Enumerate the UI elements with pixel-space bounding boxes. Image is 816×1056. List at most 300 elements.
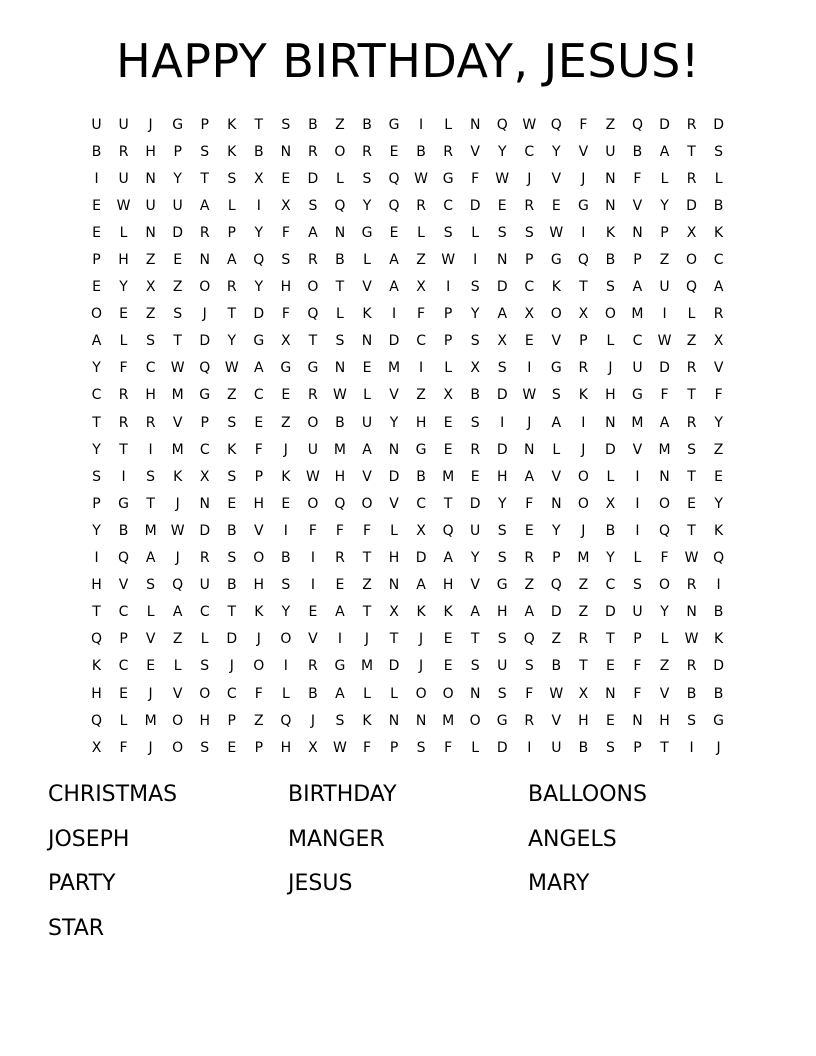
grid-letter: X: [308, 739, 318, 756]
grid-letter: Y: [173, 170, 182, 187]
grid-letter: R: [686, 577, 697, 594]
word-list-item: PARTY: [48, 871, 116, 896]
grid-letter: P: [254, 468, 264, 485]
grid-letter: H: [118, 252, 129, 269]
grid-letter: O: [604, 306, 616, 323]
grid-letter: J: [527, 414, 532, 431]
grid-letter: O: [307, 279, 319, 296]
grid-letter: P: [254, 739, 264, 756]
grid-letter: D: [550, 604, 562, 621]
grid-letter: B: [713, 604, 724, 621]
grid-letter: Q: [199, 360, 211, 377]
grid-letter: I: [310, 577, 315, 594]
grid-letter: E: [227, 495, 237, 512]
grid-letter: G: [496, 577, 508, 594]
grid-letter: R: [686, 414, 697, 431]
grid-letter: W: [549, 224, 564, 241]
grid-letter: L: [444, 360, 453, 377]
grid-letter: H: [496, 604, 508, 621]
grid-letter: H: [91, 577, 102, 594]
grid-letter: T: [227, 604, 237, 621]
word-list-item: STAR: [48, 915, 105, 941]
grid-letter: R: [416, 197, 426, 214]
grid-letter: P: [227, 712, 236, 729]
grid-letter: P: [633, 252, 642, 269]
grid-letter: B: [686, 685, 697, 702]
grid-letter: B: [335, 414, 345, 431]
grid-letter: L: [146, 604, 155, 621]
grid-letter: V: [578, 143, 589, 160]
grid-letter: Y: [552, 143, 561, 160]
grid-letter: D: [388, 658, 400, 675]
grid-letter: V: [659, 685, 670, 702]
grid-letter: F: [525, 685, 534, 702]
grid-letter: R: [145, 414, 156, 431]
grid-letter: L: [714, 170, 723, 187]
grid-letter: E: [227, 739, 237, 756]
grid-letter: O: [415, 685, 427, 702]
grid-letter: X: [416, 522, 426, 539]
grid-letter: Q: [91, 631, 103, 648]
grid-letter: G: [361, 224, 373, 241]
grid-letter: L: [336, 306, 344, 323]
grid-letter: F: [660, 550, 669, 567]
grid-letter: Y: [470, 306, 480, 323]
grid-letter: S: [497, 360, 507, 377]
grid-letter: E: [281, 495, 291, 512]
grid-letter: G: [199, 387, 211, 404]
grid-letter: M: [387, 360, 401, 377]
grid-letter: G: [388, 116, 400, 133]
grid-letter: T: [687, 143, 696, 160]
grid-row: [83, 274, 733, 301]
grid-letter: Q: [334, 197, 346, 214]
grid-letter: T: [362, 604, 372, 621]
grid-letter: L: [200, 631, 209, 648]
grid-letter: C: [199, 604, 210, 621]
grid-letter: U: [91, 116, 102, 133]
grid-letter: F: [281, 224, 290, 241]
grid-letter: N: [145, 170, 156, 187]
grid-letter: E: [605, 712, 615, 729]
grid-letter: P: [92, 252, 101, 269]
word-list-item: MANGER: [288, 826, 385, 852]
grid-letter: E: [551, 197, 561, 214]
grid-letter: R: [118, 143, 129, 160]
grid-letter: V: [632, 441, 643, 458]
grid-letter: W: [170, 522, 185, 539]
grid-letter: L: [390, 685, 398, 702]
grid-letter: A: [713, 279, 724, 296]
grid-letter: X: [389, 604, 399, 621]
grid-letter: H: [253, 495, 265, 512]
grid-letter: K: [362, 712, 372, 729]
grid-letter: C: [253, 387, 264, 404]
grid-letter: E: [470, 468, 480, 485]
grid-letter: C: [605, 577, 616, 594]
grid-letter: G: [307, 360, 319, 377]
grid-letter: L: [119, 224, 128, 241]
grid-letter: O: [658, 495, 671, 512]
grid-letter: K: [416, 604, 426, 621]
grid-letter: Z: [659, 658, 670, 675]
grid-letter: N: [605, 197, 616, 214]
grid-letter: D: [659, 116, 670, 133]
grid-letter: J: [581, 522, 586, 539]
grid-letter: Z: [362, 577, 372, 594]
grid-letter: B: [308, 685, 318, 702]
grid-letter: R: [686, 360, 697, 377]
grid-letter: G: [496, 712, 508, 729]
grid-letter: E: [308, 604, 318, 621]
grid-letter: D: [659, 360, 670, 377]
grid-letter: I: [635, 468, 640, 485]
grid-letter: G: [632, 387, 643, 404]
grid-letter: V: [632, 197, 643, 214]
grid-letter: Z: [172, 279, 183, 296]
grid-letter: P: [633, 631, 642, 648]
grid-letter: B: [578, 739, 589, 756]
grid-letter: S: [470, 333, 480, 350]
grid-letter: I: [581, 414, 586, 431]
grid-letter: O: [307, 414, 319, 431]
grid-letter: V: [713, 360, 724, 377]
grid-letter: W: [224, 360, 239, 377]
grid-letter: F: [579, 116, 588, 133]
grid-letter: I: [446, 279, 451, 296]
grid-letter: F: [444, 739, 453, 756]
grid-row: [83, 301, 733, 328]
grid-letter: D: [226, 631, 238, 648]
grid-letter: D: [496, 739, 508, 756]
letter-grid: [83, 111, 733, 761]
grid-letter: D: [605, 604, 616, 621]
grid-letter: Y: [470, 550, 480, 567]
grid-row: [83, 463, 733, 490]
grid-letter: Q: [577, 252, 589, 269]
grid-letter: H: [415, 414, 427, 431]
grid-letter: I: [500, 414, 505, 431]
grid-letter: M: [360, 658, 374, 675]
grid-letter: I: [283, 658, 288, 675]
word-list-item: BALLOONS: [528, 782, 647, 807]
grid-letter: L: [227, 197, 236, 214]
grid-letter: J: [175, 495, 180, 512]
grid-letter: I: [635, 522, 640, 539]
grid-letter: E: [687, 495, 696, 512]
grid-letter: Z: [416, 252, 426, 269]
grid-letter: S: [92, 468, 101, 485]
grid-letter: D: [469, 495, 481, 512]
grid-letter: P: [660, 224, 669, 241]
grid-letter: M: [658, 441, 671, 458]
grid-letter: T: [687, 522, 696, 539]
grid-letter: J: [527, 170, 532, 187]
grid-letter: O: [686, 252, 698, 269]
grid-letter: M: [144, 522, 157, 539]
grid-letter: S: [200, 143, 210, 160]
grid-letter: Q: [550, 116, 562, 133]
grid-letter: N: [199, 495, 210, 512]
grid-letter: J: [310, 712, 315, 729]
grid-letter: Y: [552, 522, 561, 539]
grid-letter: E: [443, 441, 453, 458]
grid-letter: O: [91, 306, 103, 323]
grid-letter: Q: [713, 550, 725, 567]
grid-letter: O: [199, 279, 211, 296]
grid-letter: X: [416, 279, 426, 296]
grid-letter: H: [253, 577, 265, 594]
grid-letter: N: [686, 604, 697, 621]
grid-letter: X: [470, 360, 480, 377]
grid-letter: K: [254, 604, 264, 621]
grid-letter: A: [91, 333, 102, 350]
grid-letter: X: [524, 306, 535, 323]
grid-letter: T: [146, 495, 155, 512]
grid-letter: L: [390, 522, 398, 539]
grid-letter: R: [713, 306, 724, 323]
grid-letter: Q: [631, 116, 643, 133]
grid-letter: O: [307, 495, 319, 512]
grid-letter: I: [581, 224, 586, 241]
grid-letter: A: [335, 604, 345, 621]
grid-letter: D: [496, 387, 508, 404]
grid-letter: R: [199, 224, 210, 241]
grid-letter: L: [687, 306, 696, 323]
grid-letter: L: [417, 224, 425, 241]
grid-letter: Y: [714, 495, 723, 512]
grid-letter: E: [146, 658, 156, 675]
grid-letter: F: [660, 387, 669, 404]
grid-letter: K: [173, 468, 183, 485]
grid-letter: T: [173, 333, 182, 350]
grid-letter: K: [91, 658, 102, 675]
grid-letter: R: [308, 658, 318, 675]
grid-letter: U: [199, 577, 210, 594]
grid-letter: H: [496, 468, 508, 485]
grid-letter: T: [335, 279, 345, 296]
grid-letter: U: [497, 658, 508, 675]
grid-letter: T: [308, 333, 318, 350]
grid-letter: T: [606, 631, 615, 648]
grid-letter: Y: [281, 604, 291, 621]
grid-letter: A: [308, 224, 318, 241]
grid-letter: E: [92, 197, 101, 214]
grid-letter: A: [254, 360, 264, 377]
grid-letter: H: [91, 685, 102, 702]
grid-letter: R: [308, 387, 318, 404]
grid-letter: J: [608, 360, 613, 377]
grid-letter: A: [632, 279, 643, 296]
grid-letter: U: [551, 739, 562, 756]
grid-letter: E: [714, 468, 724, 485]
grid-letter: S: [687, 441, 696, 458]
grid-letter: D: [496, 279, 508, 296]
grid-letter: S: [362, 170, 372, 187]
grid-letter: D: [253, 306, 265, 323]
grid-letter: O: [199, 685, 211, 702]
grid-letter: N: [388, 441, 400, 458]
grid-row: [83, 355, 733, 382]
grid-letter: I: [94, 170, 99, 187]
grid-letter: B: [713, 685, 724, 702]
grid-letter: I: [391, 306, 397, 323]
grid-letter: S: [470, 279, 480, 296]
grid-letter: S: [443, 224, 453, 241]
grid-letter: B: [632, 143, 643, 160]
grid-letter: R: [335, 550, 345, 567]
grid-letter: M: [333, 441, 346, 458]
grid-letter: U: [470, 522, 481, 539]
grid-letter: S: [497, 550, 507, 567]
grid-letter: O: [577, 468, 589, 485]
grid-letter: D: [496, 441, 508, 458]
grid-letter: W: [522, 116, 537, 133]
grid-letter: Y: [660, 604, 669, 621]
grid-letter: Z: [226, 387, 237, 404]
grid-letter: Q: [118, 550, 130, 567]
grid-letter: K: [227, 143, 237, 160]
grid-letter: F: [119, 360, 128, 377]
grid-letter: Z: [335, 116, 345, 133]
grid-letter: J: [364, 631, 370, 648]
grid-letter: Z: [254, 712, 264, 729]
page-title: HAPPY BIRTHDAY, JESUS!: [116, 34, 700, 88]
grid-letter: H: [145, 143, 156, 160]
grid-letter: S: [335, 333, 345, 350]
grid-letter: F: [525, 495, 534, 512]
grid-letter: L: [633, 550, 642, 567]
grid-letter: U: [118, 116, 129, 133]
grid-letter: I: [121, 468, 126, 485]
grid-letter: I: [148, 441, 153, 458]
grid-letter: L: [119, 333, 128, 350]
grid-letter: Z: [605, 116, 616, 133]
grid-letter: T: [687, 468, 696, 485]
grid-letter: V: [551, 712, 562, 729]
grid-letter: B: [335, 252, 345, 269]
grid-letter: J: [148, 739, 153, 756]
grid-letter: N: [334, 224, 346, 241]
grid-letter: J: [283, 441, 288, 458]
grid-letter: A: [659, 143, 670, 160]
grid-letter: T: [443, 495, 453, 512]
grid-letter: B: [713, 197, 724, 214]
grid-letter: T: [470, 631, 480, 648]
grid-letter: M: [144, 712, 157, 729]
grid-letter: S: [281, 252, 291, 269]
grid-letter: X: [145, 279, 156, 296]
grid-letter: Y: [660, 197, 669, 214]
grid-letter: A: [470, 604, 480, 621]
grid-letter: A: [389, 279, 399, 296]
grid-letter: S: [633, 577, 642, 594]
grid-letter: D: [307, 170, 319, 187]
grid-letter: S: [497, 522, 507, 539]
grid-letter: J: [419, 658, 424, 675]
grid-letter: Z: [145, 252, 156, 269]
grid-letter: C: [199, 441, 210, 458]
grid-letter: F: [362, 522, 372, 539]
grid-letter: B: [308, 116, 318, 133]
grid-letter: L: [444, 116, 453, 133]
grid-letter: L: [606, 333, 615, 350]
grid-letter: E: [362, 360, 372, 377]
grid-row: [83, 599, 733, 626]
grid-letter: X: [497, 333, 508, 350]
grid-letter: E: [443, 631, 453, 648]
grid-letter: E: [92, 279, 101, 296]
grid-letter: B: [281, 550, 291, 567]
grid-letter: O: [334, 143, 346, 160]
grid-letter: Z: [416, 387, 426, 404]
grid-letter: W: [684, 550, 699, 567]
grid-letter: A: [145, 550, 156, 567]
word-list: [48, 780, 768, 958]
grid-letter: N: [415, 712, 427, 729]
grid-letter: A: [659, 414, 670, 431]
grid-letter: N: [524, 441, 535, 458]
grid-letter: H: [578, 712, 589, 729]
grid-row: [83, 572, 733, 599]
grid-letter: N: [361, 333, 373, 350]
grid-letter: H: [388, 550, 400, 567]
grid-letter: O: [361, 495, 373, 512]
grid-letter: E: [254, 414, 264, 431]
grid-letter: J: [202, 306, 207, 323]
grid-letter: Q: [442, 522, 454, 539]
grid-letter: P: [389, 739, 399, 756]
grid-letter: Q: [334, 495, 346, 512]
grid-letter: S: [227, 414, 237, 431]
grid-row: [83, 219, 733, 246]
grid-row: [83, 436, 733, 463]
grid-letter: M: [171, 441, 184, 458]
grid-letter: V: [118, 577, 129, 594]
grid-letter: T: [254, 116, 264, 133]
grid-letter: G: [118, 495, 129, 512]
grid-letter: O: [172, 739, 184, 756]
grid-letter: A: [226, 252, 237, 269]
grid-letter: V: [362, 468, 372, 485]
grid-letter: U: [118, 170, 129, 187]
grid-letter: D: [388, 333, 400, 350]
grid-letter: O: [172, 712, 184, 729]
grid-letter: S: [146, 468, 156, 485]
grid-letter: S: [200, 739, 210, 756]
grid-letter: L: [606, 468, 615, 485]
grid-letter: M: [631, 306, 644, 323]
grid-letter: U: [605, 143, 616, 160]
grid-letter: B: [605, 522, 616, 539]
word-list-item: BIRTHDAY: [288, 782, 397, 807]
grid-letter: D: [199, 522, 211, 539]
grid-letter: Y: [254, 279, 264, 296]
grid-letter: A: [443, 550, 453, 567]
grid-letter: S: [227, 468, 237, 485]
grid-letter: S: [227, 550, 237, 567]
grid-letter: T: [200, 170, 209, 187]
grid-letter: G: [713, 712, 725, 729]
grid-letter: U: [361, 414, 373, 431]
grid-letter: T: [362, 550, 372, 567]
grid-letter: U: [172, 197, 183, 214]
grid-letter: G: [550, 360, 562, 377]
grid-letter: Y: [119, 279, 128, 296]
grid-letter: Y: [714, 414, 723, 431]
grid-letter: K: [605, 224, 615, 241]
grid-letter: T: [119, 441, 128, 458]
